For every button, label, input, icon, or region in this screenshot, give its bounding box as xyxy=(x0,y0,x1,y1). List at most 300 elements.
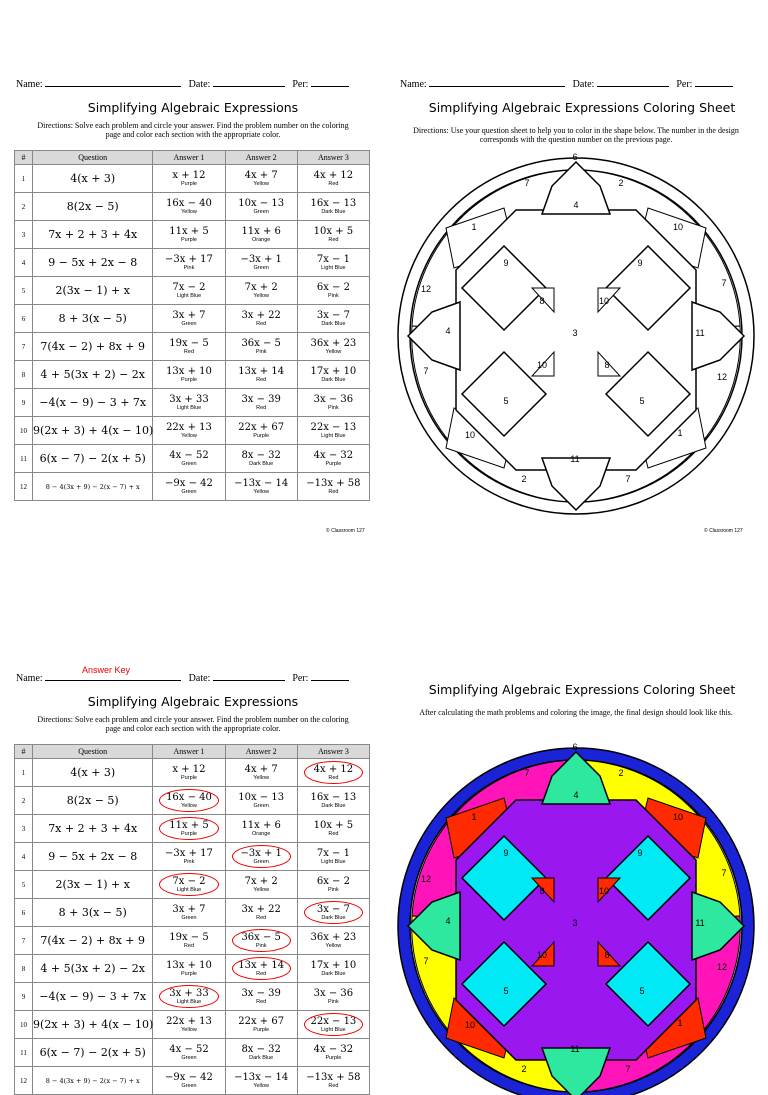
answer-choice[interactable] xyxy=(153,333,225,361)
answer-expression: 4x + 7 xyxy=(244,169,278,181)
question-number: 2 xyxy=(15,787,33,815)
section-number: 7 xyxy=(423,956,429,966)
name-row-3 xyxy=(16,671,349,684)
answer-expression: 7x + 2 xyxy=(244,281,278,293)
question-text: 8(2x − 5) xyxy=(33,193,153,221)
answer-choice[interactable] xyxy=(153,305,225,333)
answer-color: Yellow xyxy=(253,488,270,495)
answer-choice[interactable] xyxy=(225,417,297,445)
section-number: 2 xyxy=(521,474,527,484)
answer-color: Red xyxy=(328,774,339,781)
answer-choice[interactable] xyxy=(225,983,297,1011)
worksheet-title: Simplifying Algebraic Expressions xyxy=(87,100,299,115)
answer-choice[interactable] xyxy=(153,1039,225,1067)
answer-color: Purple xyxy=(325,460,342,467)
date-blank[interactable] xyxy=(597,77,669,87)
answer-choice[interactable] xyxy=(225,445,297,473)
answer-color: Light Blue xyxy=(321,1026,346,1033)
question-text: 9(2x + 3) + 4(x − 10) xyxy=(33,1011,153,1039)
answer-choice[interactable] xyxy=(225,305,297,333)
coloring-design xyxy=(394,148,758,518)
question-number: 7 xyxy=(15,333,33,361)
answer-color: Red xyxy=(328,236,339,243)
answer-color: Green xyxy=(253,208,269,215)
answer-expression: 3x − 39 xyxy=(241,393,281,405)
section-number: 1 xyxy=(471,812,477,822)
answer-expression: 16x − 13 xyxy=(310,791,357,803)
coloring-key-directions: After calculating the math problems and coloring the image, the final design should look like this. xyxy=(419,708,733,717)
answer-color: Dark Blue xyxy=(321,376,346,383)
answer-color: Purple xyxy=(181,970,197,977)
column-header: # xyxy=(15,745,33,759)
answer-choice[interactable] xyxy=(297,1011,369,1039)
answer-color: Orange xyxy=(252,830,271,837)
column-header: Answer 1 xyxy=(153,745,225,759)
answer-expression: −3x + 1 xyxy=(240,847,282,859)
answer-choice[interactable] xyxy=(225,333,297,361)
answer-choice[interactable] xyxy=(225,843,297,871)
question-number: 2 xyxy=(15,193,33,221)
answer-choice[interactable] xyxy=(153,871,225,899)
answer-expression: 22x − 13 xyxy=(310,421,357,433)
answer-color: Red xyxy=(256,914,267,921)
answer-expression: x + 12 xyxy=(172,169,206,181)
answer-color: Pink xyxy=(183,858,195,865)
section-number: 2 xyxy=(618,178,624,188)
answer-expression: 36x + 23 xyxy=(310,337,357,349)
answer-choice[interactable] xyxy=(225,249,297,277)
answer-choice[interactable] xyxy=(153,955,225,983)
answer-choice[interactable] xyxy=(225,389,297,417)
answer-expression: 6x − 2 xyxy=(316,281,350,293)
answer-choice[interactable] xyxy=(153,473,225,501)
table-row xyxy=(15,333,370,361)
table-row xyxy=(15,165,370,193)
answer-choice[interactable] xyxy=(153,389,225,417)
answer-expression: 36x + 23 xyxy=(310,931,357,943)
coloring-directions: Directions: Use your question sheet to help you to color in the shape below. The number in the design corresponds with the question number on the previous page. xyxy=(413,126,739,144)
section-number: 2 xyxy=(618,768,624,778)
section-number: 7 xyxy=(721,278,727,288)
answer-expression: 4x − 52 xyxy=(169,449,209,461)
answer-color: Red xyxy=(328,1082,339,1089)
answer-choice[interactable] xyxy=(225,759,297,787)
answer-expression: x + 12 xyxy=(172,763,206,775)
answer-color: Purple xyxy=(181,180,197,187)
answer-choice[interactable] xyxy=(297,983,369,1011)
question-text: 7(4x − 2) + 8x + 9 xyxy=(33,927,153,955)
answer-expression: 7x − 1 xyxy=(316,847,350,859)
question-number: 12 xyxy=(15,1067,33,1095)
table-row xyxy=(15,759,370,787)
answer-choice[interactable] xyxy=(153,193,225,221)
table-row xyxy=(15,361,370,389)
answer-color: Yellow xyxy=(253,886,270,893)
section-number: 11 xyxy=(570,1044,580,1054)
answer-color: Pink xyxy=(328,404,339,411)
answer-choice[interactable] xyxy=(297,927,369,955)
answer-choice[interactable] xyxy=(153,417,225,445)
name-row xyxy=(16,77,349,90)
answer-choice[interactable] xyxy=(297,1067,369,1095)
answer-choice[interactable] xyxy=(225,1039,297,1067)
section-number: 9 xyxy=(637,258,643,268)
answer-choice[interactable] xyxy=(153,759,225,787)
question-number: 6 xyxy=(15,305,33,333)
section-number: 5 xyxy=(639,396,645,406)
answer-choice[interactable] xyxy=(225,955,297,983)
answer-expression: −3x + 1 xyxy=(240,253,282,265)
section-number: 7 xyxy=(721,868,727,878)
question-text: −4(x − 9) − 3 + 7x xyxy=(33,983,153,1011)
answer-color: Light Blue xyxy=(176,998,202,1005)
answer-choice[interactable] xyxy=(153,277,225,305)
date-label: Date: xyxy=(572,79,595,90)
answer-color: Green xyxy=(253,858,269,865)
answer-choice[interactable] xyxy=(153,165,225,193)
per-label: Per: xyxy=(292,79,309,90)
answer-expression: 7x + 2 xyxy=(244,875,278,887)
answer-expression: 16x − 13 xyxy=(310,197,357,209)
date-blank[interactable] xyxy=(213,671,285,681)
answer-expression: 8x − 32 xyxy=(241,449,281,461)
answer-choice[interactable] xyxy=(153,1067,225,1095)
answer-choice[interactable] xyxy=(153,1011,225,1039)
answer-color: Light Blue xyxy=(176,886,202,893)
center-region xyxy=(456,800,696,1060)
table-row xyxy=(15,927,370,955)
answer-choice[interactable] xyxy=(297,815,369,843)
section-number: 7 xyxy=(625,1064,631,1074)
worksheet-directions: Directions: Solve each problem and circle your answer. Find the problem number on the coloring page and color each section with the appropriate color. xyxy=(37,121,349,139)
answer-choice[interactable] xyxy=(225,899,297,927)
answer-choice[interactable] xyxy=(297,277,369,305)
name-row-2 xyxy=(400,77,733,90)
answer-choice[interactable] xyxy=(225,277,297,305)
question-text: 9 − 5x + 2x − 8 xyxy=(33,843,153,871)
table-row xyxy=(15,1067,370,1095)
name-blank[interactable] xyxy=(45,671,181,681)
answer-expression: 10x + 5 xyxy=(313,819,354,831)
section-number: 7 xyxy=(524,178,530,188)
section-number: 3 xyxy=(572,328,578,338)
answer-choice[interactable] xyxy=(225,1011,297,1039)
question-text: 4 + 5(3x + 2) − 2x xyxy=(33,955,153,983)
answer-expression: 7x − 2 xyxy=(172,875,206,887)
answer-expression: 13x + 14 xyxy=(238,959,285,971)
name-blank[interactable] xyxy=(429,77,565,87)
answer-expression: 3x − 36 xyxy=(313,393,354,405)
question-text: 6(x − 7) − 2(x + 5) xyxy=(33,1039,153,1067)
answer-choice[interactable] xyxy=(297,389,369,417)
answer-color: Pink xyxy=(328,292,339,299)
answer-expression: 8x − 32 xyxy=(241,1043,281,1055)
section-number: 7 xyxy=(625,474,631,484)
column-header: Question xyxy=(33,151,153,165)
section-number: 5 xyxy=(503,396,509,406)
answer-choice[interactable] xyxy=(153,445,225,473)
worksheet-title: Simplifying Algebraic Expressions xyxy=(87,694,299,709)
answer-color: Purple xyxy=(181,236,197,243)
table-row xyxy=(15,389,370,417)
answer-expression: 3x + 22 xyxy=(241,903,281,915)
answer-expression: −9x − 42 xyxy=(165,1071,213,1083)
section-number: 4 xyxy=(445,916,451,926)
answer-color: Yellow xyxy=(253,774,270,781)
question-number: 10 xyxy=(15,417,33,445)
answer-expression: −3x + 17 xyxy=(165,847,213,859)
question-number: 1 xyxy=(15,165,33,193)
answer-expression: 4x + 12 xyxy=(313,763,354,775)
answer-expression: 4x + 12 xyxy=(313,169,354,181)
section-number: 8 xyxy=(539,296,545,306)
answer-color: Pink xyxy=(328,886,339,893)
answer-choice[interactable] xyxy=(225,927,297,955)
date-blank[interactable] xyxy=(213,77,285,87)
section-number: 7 xyxy=(423,366,429,376)
answer-choice[interactable] xyxy=(225,361,297,389)
table-row xyxy=(15,417,370,445)
answer-choice[interactable] xyxy=(225,473,297,501)
answer-color: Light Blue xyxy=(176,292,202,299)
answer-choice[interactable] xyxy=(297,955,369,983)
answer-expression: 13x + 10 xyxy=(166,365,212,377)
name-label: Name: xyxy=(16,79,43,90)
question-text: 7(4x − 2) + 8x + 9 xyxy=(33,333,153,361)
answer-choice[interactable] xyxy=(153,899,225,927)
answer-color: Dark Blue xyxy=(321,970,346,977)
answer-expression: 11x + 6 xyxy=(241,225,281,237)
answer-choice[interactable] xyxy=(153,361,225,389)
answer-expression: −13x + 58 xyxy=(306,1071,361,1083)
table-row xyxy=(15,787,370,815)
per-blank[interactable] xyxy=(311,671,349,681)
column-header: Answer 2 xyxy=(225,151,297,165)
answer-expression: −13x − 14 xyxy=(234,1071,289,1083)
answer-choice[interactable] xyxy=(153,983,225,1011)
name-blank[interactable] xyxy=(45,77,181,87)
answer-color: Yellow xyxy=(181,208,197,215)
answer-color: Pink xyxy=(255,942,267,949)
worksheet-directions: Directions: Solve each problem and circle your answer. Find the problem number on the coloring page and color each section with the appropriate color. xyxy=(37,715,349,733)
answer-choice[interactable] xyxy=(297,899,369,927)
answer-choice[interactable] xyxy=(153,843,225,871)
per-blank[interactable] xyxy=(311,77,349,87)
answer-expression: 3x + 33 xyxy=(169,987,209,999)
answer-color: Purple xyxy=(181,376,197,383)
answer-choice[interactable] xyxy=(297,843,369,871)
answer-color: Yellow xyxy=(253,292,270,299)
section-number: 6 xyxy=(572,742,578,752)
column-header: Answer 1 xyxy=(153,151,225,165)
answer-choice[interactable] xyxy=(153,815,225,843)
answer-expression: 22x + 13 xyxy=(166,421,212,433)
answer-choice[interactable] xyxy=(153,927,225,955)
question-number: 8 xyxy=(15,361,33,389)
answer-expression: 11x + 5 xyxy=(169,225,209,237)
answer-expression: 19x − 5 xyxy=(169,931,209,943)
table-row xyxy=(15,1039,370,1067)
table-row xyxy=(15,221,370,249)
date-label: Date: xyxy=(188,673,211,684)
answer-choice[interactable] xyxy=(297,333,369,361)
answer-key-label: Answer Key xyxy=(82,665,131,675)
answer-choice[interactable] xyxy=(297,221,369,249)
answer-choice[interactable] xyxy=(297,445,369,473)
copyright: © Classroom 127 xyxy=(704,528,743,534)
answer-choice[interactable] xyxy=(297,249,369,277)
question-text: 6(x − 7) − 2(x + 5) xyxy=(33,445,153,473)
answer-expression: 3x − 39 xyxy=(241,987,281,999)
answer-expression: 22x − 13 xyxy=(310,1015,357,1027)
answer-choice[interactable] xyxy=(225,815,297,843)
answer-color: Purple xyxy=(253,1026,270,1033)
answer-color: Green xyxy=(253,264,269,271)
question-text: 4(x + 3) xyxy=(33,165,153,193)
answer-choice[interactable] xyxy=(297,165,369,193)
section-number: 5 xyxy=(503,986,509,996)
answer-color: Yellow xyxy=(325,942,342,949)
section-number: 2 xyxy=(521,1064,527,1074)
answer-color: Red xyxy=(328,830,339,837)
table-row xyxy=(15,899,370,927)
question-text: 9(2x + 3) + 4(x − 10) xyxy=(33,417,153,445)
column-header: Answer 2 xyxy=(225,745,297,759)
answer-expression: 4x − 32 xyxy=(313,449,354,461)
answer-color: Yellow xyxy=(253,1082,270,1089)
answer-color: Red xyxy=(256,404,267,411)
answer-choice[interactable] xyxy=(297,417,369,445)
section-number: 10 xyxy=(672,812,684,822)
answer-color: Green xyxy=(181,1054,197,1061)
question-text: 4 + 5(3x + 2) − 2x xyxy=(33,361,153,389)
answer-expression: 4x + 7 xyxy=(244,763,278,775)
question-text: 8 − 4(3x + 9) − 2(x − 7) + x xyxy=(33,473,153,501)
answer-expression: 10x + 5 xyxy=(313,225,354,237)
section-number: 8 xyxy=(604,360,610,370)
answer-color: Pink xyxy=(328,998,339,1005)
center-region xyxy=(456,210,696,470)
answer-choice[interactable] xyxy=(297,193,369,221)
section-number: 8 xyxy=(604,950,610,960)
answer-choice[interactable] xyxy=(297,361,369,389)
column-header: Answer 3 xyxy=(297,745,369,759)
question-number: 3 xyxy=(15,221,33,249)
answer-color: Green xyxy=(181,914,197,921)
question-number: 6 xyxy=(15,899,33,927)
per-label: Per: xyxy=(292,673,309,684)
answer-expression: 22x + 13 xyxy=(166,1015,212,1027)
section-number: 9 xyxy=(503,258,509,268)
answer-color: Red xyxy=(328,488,339,495)
answer-choice[interactable] xyxy=(297,871,369,899)
answer-choice[interactable] xyxy=(297,473,369,501)
answer-expression: 6x − 2 xyxy=(316,875,350,887)
table-row xyxy=(15,445,370,473)
answer-color: Yellow xyxy=(325,348,342,355)
answer-color: Light Blue xyxy=(321,858,346,865)
answer-color: Green xyxy=(181,1082,197,1089)
answer-expression: 19x − 5 xyxy=(169,337,209,349)
answer-choice[interactable] xyxy=(153,249,225,277)
answer-color: Yellow xyxy=(253,180,270,187)
per-blank[interactable] xyxy=(695,77,733,87)
question-number: 5 xyxy=(15,871,33,899)
answer-expression: 3x − 7 xyxy=(316,903,350,915)
answer-expression: 10x − 13 xyxy=(238,791,285,803)
answer-choice[interactable] xyxy=(297,305,369,333)
answer-color: Light Blue xyxy=(176,404,202,411)
answer-expression: 17x + 10 xyxy=(310,959,357,971)
coloring-title: Simplifying Algebraic Expressions Coloring Sheet xyxy=(428,682,736,697)
answer-color: Dark Blue xyxy=(321,802,346,809)
section-number: 6 xyxy=(572,152,578,162)
answer-choice[interactable] xyxy=(225,1067,297,1095)
per-label: Per: xyxy=(676,79,693,90)
answer-color: Green xyxy=(253,802,269,809)
answer-choice[interactable] xyxy=(297,759,369,787)
answer-choice[interactable] xyxy=(225,165,297,193)
question-text: 8 + 3(x − 5) xyxy=(33,899,153,927)
answer-expression: 3x + 7 xyxy=(172,903,206,915)
answer-expression: 11x + 6 xyxy=(241,819,281,831)
answer-expression: 13x + 14 xyxy=(238,365,285,377)
section-number: 4 xyxy=(573,200,579,210)
answer-choice[interactable] xyxy=(153,221,225,249)
question-number: 4 xyxy=(15,249,33,277)
answer-color: Yellow xyxy=(181,802,197,809)
question-number: 5 xyxy=(15,277,33,305)
answer-choice[interactable] xyxy=(297,1039,369,1067)
answer-color: Orange xyxy=(252,236,271,243)
section-number: 10 xyxy=(598,296,610,306)
answer-choice[interactable] xyxy=(225,221,297,249)
answer-choice[interactable] xyxy=(153,787,225,815)
section-number: 1 xyxy=(677,428,683,438)
answer-expression: 16x − 40 xyxy=(166,791,212,803)
answer-color: Yellow xyxy=(181,432,197,439)
question-number: 3 xyxy=(15,815,33,843)
answer-color: Red xyxy=(256,376,267,383)
answer-expression: 10x − 13 xyxy=(238,197,285,209)
answer-choice[interactable] xyxy=(225,871,297,899)
answer-expression: 3x + 7 xyxy=(172,309,206,321)
question-number: 8 xyxy=(15,955,33,983)
answer-expression: 11x + 5 xyxy=(169,819,209,831)
answer-expression: 3x − 36 xyxy=(313,987,354,999)
answer-choice[interactable] xyxy=(225,787,297,815)
question-number: 11 xyxy=(15,1039,33,1067)
answer-color: Red xyxy=(256,998,267,1005)
column-header: Answer 3 xyxy=(297,151,369,165)
answer-color: Red xyxy=(328,180,339,187)
question-number: 4 xyxy=(15,843,33,871)
table-row xyxy=(15,249,370,277)
section-number: 5 xyxy=(639,986,645,996)
answer-choice[interactable] xyxy=(297,787,369,815)
answer-color: Red xyxy=(256,320,267,327)
section-number: 10 xyxy=(672,222,684,232)
section-number: 9 xyxy=(637,848,643,858)
question-text: 7x + 2 + 3 + 4x xyxy=(33,221,153,249)
section-number: 11 xyxy=(695,328,705,338)
answer-expression: 22x + 67 xyxy=(238,1015,285,1027)
table-row xyxy=(15,983,370,1011)
answer-choice[interactable] xyxy=(225,193,297,221)
question-number: 12 xyxy=(15,473,33,501)
copyright: © Classroom 127 xyxy=(326,528,365,534)
answer-expression: −9x − 42 xyxy=(165,477,213,489)
